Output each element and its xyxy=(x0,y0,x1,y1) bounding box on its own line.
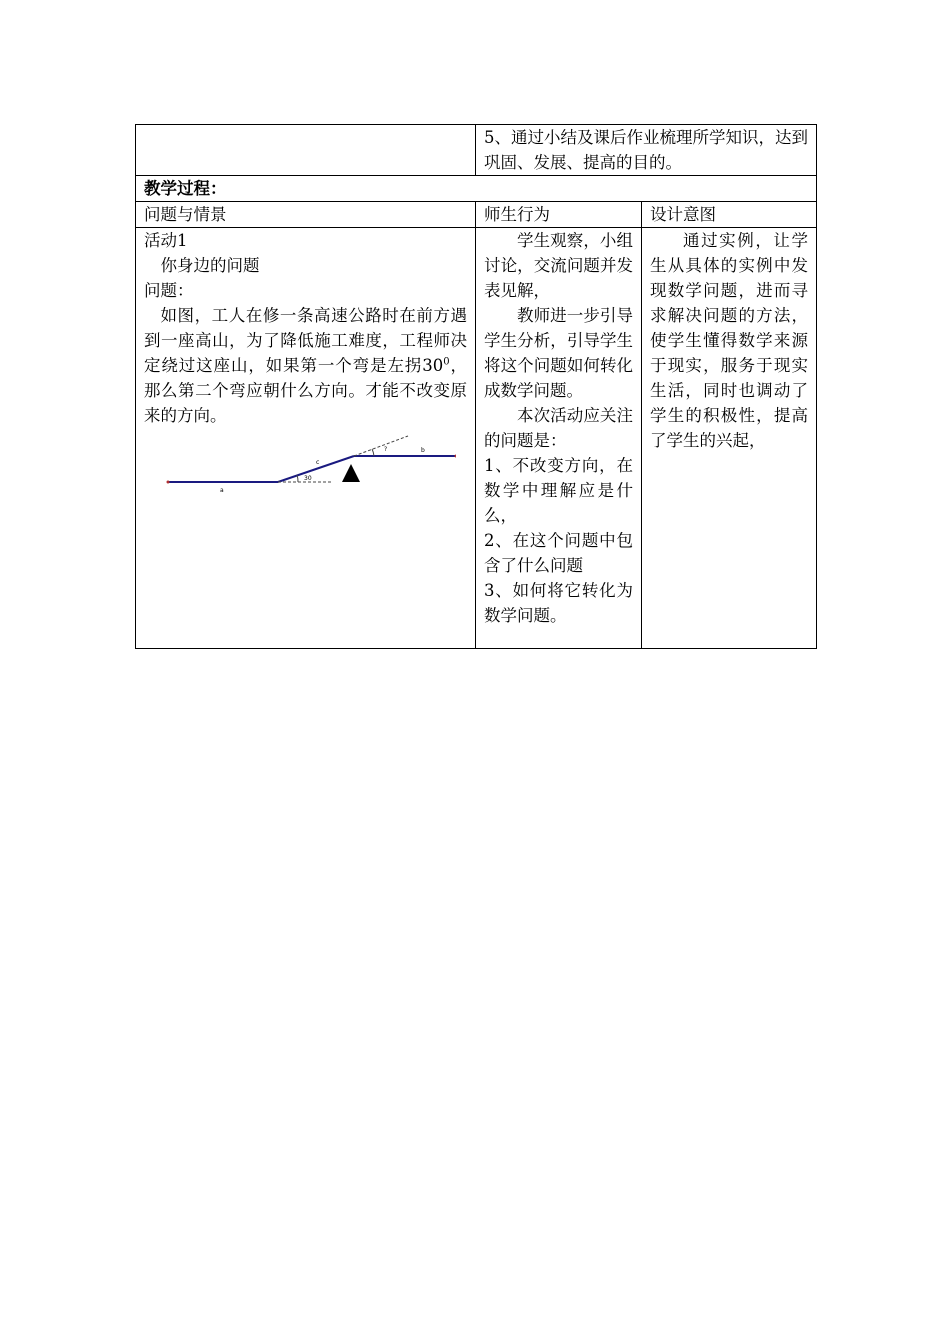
question-text xyxy=(144,303,467,428)
activity-title: 活动1 xyxy=(144,231,188,250)
objectives-row xyxy=(136,125,817,176)
empty-cell xyxy=(136,125,476,176)
angle-arc-2 xyxy=(372,449,374,456)
endpoint-right xyxy=(455,455,457,458)
behavior-l2: 2、在这个问题中包含了什么问题 xyxy=(484,531,633,575)
extension-line-2 xyxy=(354,436,408,456)
label-b: b xyxy=(421,447,425,454)
behavior-l3: 3、如何将它转化为数学问题。 xyxy=(484,581,633,625)
objective-cell xyxy=(476,125,817,176)
question-text-part2: ，那么第二个弯应朝什么方向。才能不改变原来的方向。 xyxy=(144,356,467,425)
lesson-table xyxy=(135,124,817,649)
mountain-icon xyxy=(342,464,360,482)
road-diagram xyxy=(156,434,456,498)
header-intent: 设计意图 xyxy=(642,202,817,228)
question-label: 问题： xyxy=(144,281,194,300)
process-heading: 教学过程： xyxy=(136,176,817,202)
label-a: a xyxy=(220,487,224,494)
question-text-part1: 如图，工人在修一条高速公路时在前方遇到一座高山，为了降低施工难度，工程师决定绕过这座山，如果第一个弯是左拐30 xyxy=(144,306,467,375)
scenario-cell xyxy=(136,228,476,649)
endpoint-left xyxy=(167,481,170,484)
objective-5: 5、通过小结及课后作业梳理所学知识，达到巩固、发展、提高的目的。 xyxy=(484,128,808,172)
behavior-l1: 1、不改变方向，在数学中理解应是什么， xyxy=(484,456,633,525)
header-scenario: 问题与情景 xyxy=(136,202,476,228)
intent-p1: 通过实例，让学生从具体的实例中发现数学问题，进而寻求解决问题的方法，使学生懂得数学来源于现实，服务于现实生活，同时也调动了学生的积极性，提高了学生的兴起， xyxy=(650,231,808,450)
behavior-p1: 学生观察，小组讨论，交流问题并发表见解， xyxy=(484,231,633,300)
behavior-cell xyxy=(476,228,642,649)
label-angle: 30 xyxy=(304,475,312,482)
degree-sup: 0 xyxy=(443,356,450,368)
label-question: ? xyxy=(384,446,388,453)
process-heading-row xyxy=(136,176,817,202)
intent-cell xyxy=(642,228,817,649)
behavior-p2: 教师进一步引导学生分析，引导学生将这个问题如何转化成数学问题。 xyxy=(484,306,633,400)
label-c: c xyxy=(316,459,320,466)
header-behavior: 师生行为 xyxy=(476,202,642,228)
header-row xyxy=(136,202,817,228)
activity-row xyxy=(136,228,817,649)
behavior-p3: 本次活动应关注的问题是： xyxy=(484,406,633,450)
activity-subtitle: 你身边的问题 xyxy=(160,256,260,275)
